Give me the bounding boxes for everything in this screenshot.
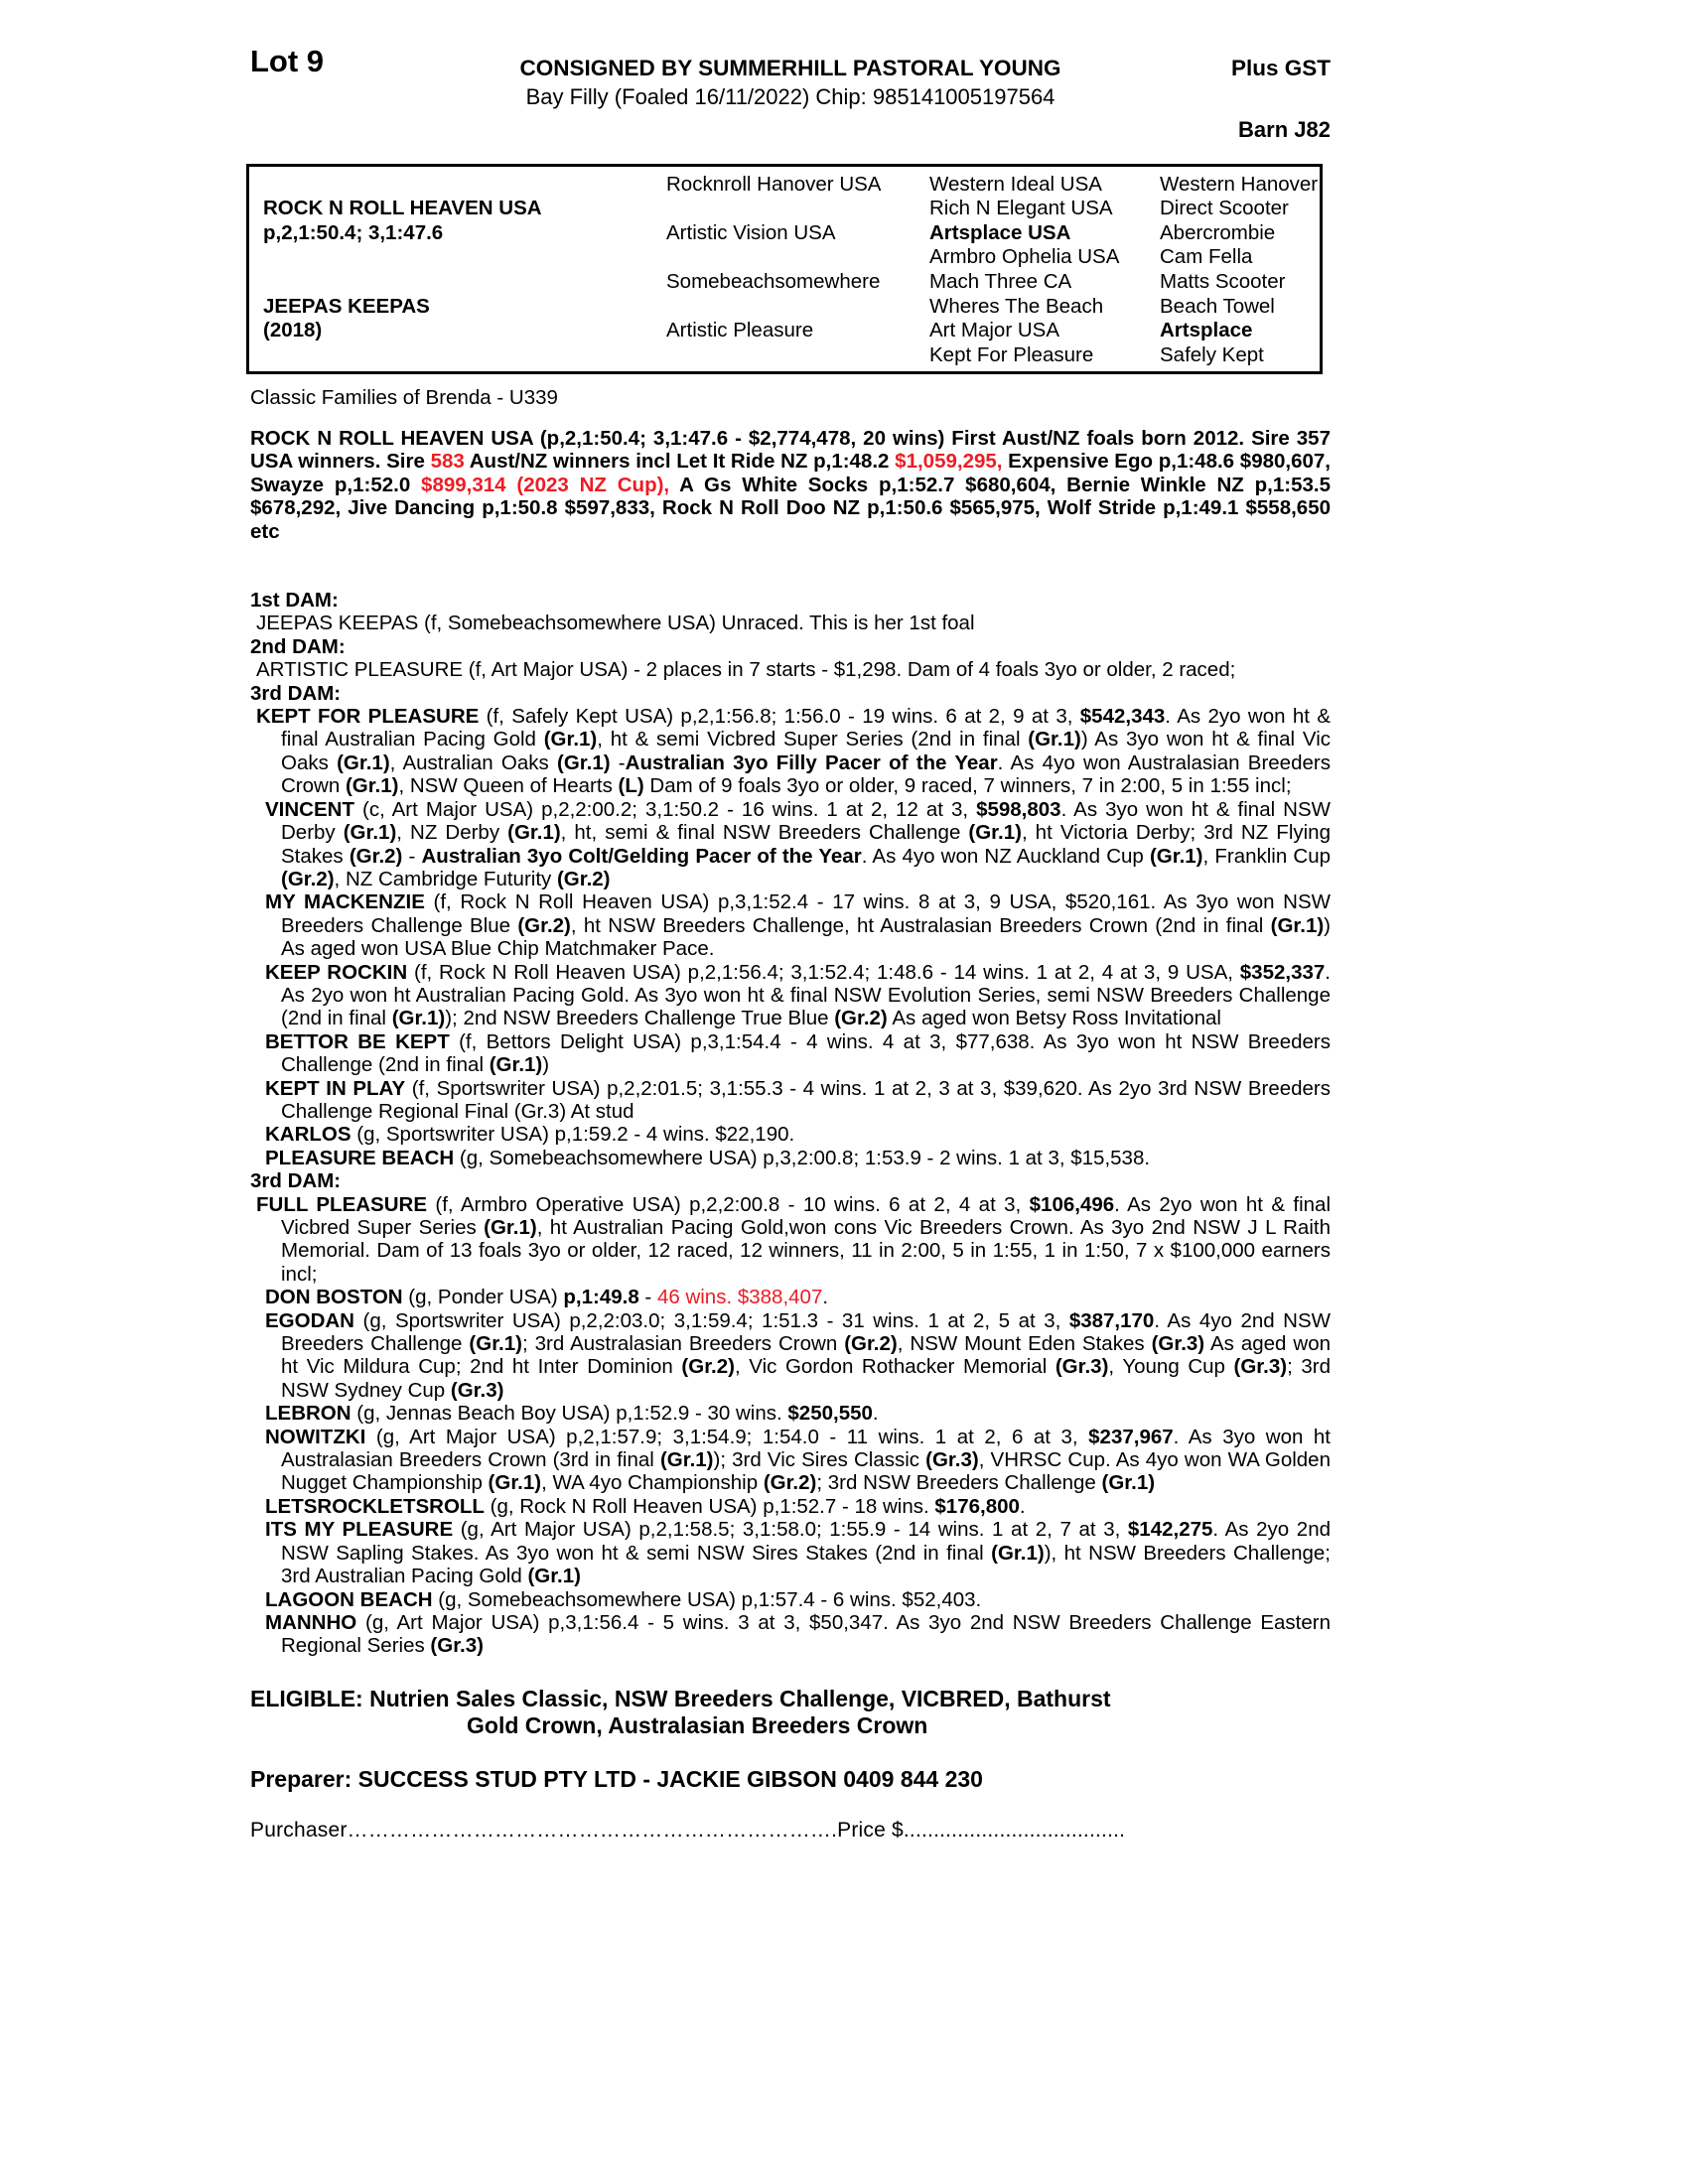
sire-paragraph: ROCK N ROLL HEAVEN USA (p,2,1:50.4; 3,1:47.6 - $2,774,478, 20 wins) First Aust/NZ foals born 2012. Sire 357 USA winners. Sire 583 Aust/NZ winners incl Let It Ride NZ p,1:48.2 $1,059,295, Expensive Ego p,1:48.6 $980,607, Swayze p,1:52.0 $899,314 (2023 NZ Cup), A Gs White Socks p,1:52.7 $680,604, Bernie Winkle NZ p,1:53.5 $678,292, Jive Dancing p,1:50.8 $597,833, Rock N Roll Doo NZ p,1:50.6 $565,975, Wolf Stride p,1:49.1 $558,650 etc <box>250 427 1331 543</box>
pedigree-box <box>246 164 1323 374</box>
pedigree-cell: Direct Scooter <box>1160 197 1289 220</box>
main-text-column <box>250 427 1331 1843</box>
sire-record: p,2,1:50.4; 3,1:47.6 <box>263 220 444 244</box>
pedigree-entry: KARLOS (g, Sportswriter USA) p,1:59.2 - 4 wins. $22,190. <box>265 1123 795 1147</box>
pedigree-cell: Matts Scooter <box>1160 269 1286 293</box>
pedigree-cell: Western Ideal USA <box>929 172 1102 196</box>
pedigree-entry: BETTOR BE KEPT (f, Bettors Delight USA) p,3,1:54.4 - 4 wins. 4 at 3, $77,638. As 3yo won ht NSW Breeders Challenge (2nd in final (Gr.1)) <box>265 1029 1331 1077</box>
pedigree-cell: Abercrombie <box>1160 220 1276 244</box>
barn-number: Barn J82 <box>1238 117 1331 142</box>
pedigree-entry: VINCENT (c, Art Major USA) p,2,2:00.2; 3,1:50.2 - 16 wins. 1 at 2, 12 at 3, $598,803. As 3yo won ht & final NSW Derby (Gr.1), NZ Derby (Gr.1), ht, semi & final NSW Breeders Challenge (Gr.1), ht Victoria Derby; 3rd NZ Flying Stakes (Gr.2) - Australian 3yo Colt/Gelding Pacer of the Year. As 4yo won NZ Auckland Cup (Gr.1), Franklin Cup (Gr.2), NZ Cambridge Futurity (Gr.2) <box>265 797 1332 890</box>
dam-name: JEEPAS KEEPAS <box>263 294 430 318</box>
sire-name: ROCK N ROLL HEAVEN USA <box>263 197 542 220</box>
purchaser-line: Purchaser…………………………………………………………….Price $..................................... <box>250 1819 1126 1843</box>
dam-sections <box>250 589 1331 1658</box>
pedigree-entry: FULL PLEASURE (f, Armbro Operative USA) p,2,2:00.8 - 10 wins. 6 at 2, 4 at 3, $106,496. As 2yo won ht & final Vicbred Super Series (Gr.1), ht Australian Pacing Gold,won cons Vic Breeders Crown. As 3yo 2nd NSW J L Raith Memorial. Dam of 13 foals 3yo or older, 12 raced, 12 winners, 11 in 2:00, 5 in 1:55, 1 in 1:50, 7 x $100,000 earners incl; <box>256 1192 1332 1286</box>
horse-description: Bay Filly (Foaled 16/11/2022) Chip: 985141005197564 <box>525 84 1055 109</box>
pedigree-entry: KEEP ROCKIN (f, Rock N Roll Heaven USA) p,2,1:56.4; 3,1:52.4; 1:48.6 - 14 wins. 1 at 2, 4 at 3, 9 USA, $352,337. As 2yo won ht Australian Pacing Gold. As 3yo won ht & final NSW Evolution Series, semi NSW Breeders Challenge (2nd in final (Gr.1)); 2nd NSW Breeders Challenge True Blue (Gr.2) As aged won Betsy Ross Invitational <box>265 960 1331 1030</box>
pedigree-cell: Cam Fella <box>1160 245 1253 269</box>
pedigree-entry: ITS MY PLEASURE (g, Art Major USA) p,2,1:58.5; 3,1:58.0; 1:55.9 - 14 wins. 1 at 2, 7 at 3, $142,275. As 2yo 2nd NSW Sapling Stakes. As 3yo won ht & semi NSW Sires Stakes (2nd in final (Gr.1)), ht NSW Breeders Challenge; 3rd Australian Pacing Gold (Gr.1) <box>265 1518 1331 1588</box>
pedigree-entry: KEPT IN PLAY (f, Sportswriter USA) p,2,2:01.5; 3,1:55.3 - 4 wins. 1 at 2, 3 at 3, $39,620. As 2yo 3rd NSW Breeders Challenge Regional Final (Gr.3) At stud <box>265 1076 1331 1123</box>
dam-label: 1st DAM: <box>250 589 339 613</box>
pedigree-entry: EGODAN (g, Sportswriter USA) p,2,2:03.0; 3,1:59.4; 1:51.3 - 31 wins. 1 at 2, 5 at 3, $387,170. As 4yo 2nd NSW Breeders Challenge (Gr.1); 3rd Australasian Breeders Crown (Gr.2), NSW Mount Eden Stakes (Gr.3) As aged won ht Vic Mildura Cup; 2nd ht Inter Dominion (Gr.2), Vic Gordon Rothacker Memorial (Gr.3), Young Cup (Gr.3); 3rd NSW Sydney Cup (Gr.3) <box>265 1308 1331 1402</box>
pedigree-cell: Mach Three CA <box>929 269 1072 293</box>
pedigree-cell: Artsplace USA <box>929 220 1071 244</box>
dam-label: 2nd DAM: <box>250 634 346 658</box>
pedigree-entry: MY MACKENZIE (f, Rock N Roll Heaven USA) p,3,1:52.4 - 17 wins. 8 at 3, 9 USA, $520,161. As 3yo won NSW Breeders Challenge Blue (Gr.2), ht NSW Breeders Challenge, ht Australasian Breeders Crown (2nd in final (Gr.1)) As aged won USA Blue Chip Matchmaker Pace. <box>265 890 1331 961</box>
pedigree-cell: Wheres The Beach <box>929 294 1104 318</box>
pedigree-entry: PLEASURE BEACH (g, Somebeachsomewhere USA) p,3,2:00.8; 1:53.9 - 2 wins. 1 at 3, $15,538. <box>265 1146 1151 1169</box>
pedigree-entry: MANNHO (g, Art Major USA) p,3,1:56.4 - 5 wins. 3 at 3, $50,347. As 3yo 2nd NSW Breeders Challenge Eastern Regional Series (Gr.3) <box>265 1610 1331 1658</box>
pedigree-cell: Rocknroll Hanover USA <box>666 172 882 196</box>
pedigree-cell: Rich N Elegant USA <box>929 197 1113 220</box>
dam-record: (2018) <box>263 319 323 342</box>
dam-label: 3rd DAM: <box>250 681 342 705</box>
eligible-line2: Gold Crown, Australasian Breeders Crown <box>467 1712 928 1739</box>
pedigree-entry: ARTISTIC PLEASURE (f, Art Major USA) - 2 places in 7 starts - $1,298. Dam of 4 foals 3yo or older, 2 raced; <box>256 658 1236 682</box>
pedigree-entry: LETSROCKLETSROLL (g, Rock N Roll Heaven USA) p,1:52.7 - 18 wins. $176,800. <box>265 1494 1026 1518</box>
pedigree-cell: Artsplace <box>1160 319 1253 342</box>
pedigree-cell: Beach Towel <box>1160 294 1275 318</box>
consignor-title: CONSIGNED BY SUMMERHILL PASTORAL YOUNG <box>519 56 1061 80</box>
pedigree-cell: Kept For Pleasure <box>929 342 1094 366</box>
pedigree-cell: Somebeachsomewhere <box>666 269 881 293</box>
eligible-block <box>250 1686 1331 1740</box>
pedigree-entry: NOWITZKI (g, Art Major USA) p,2,1:57.9; 3,1:54.9; 1:54.0 - 11 wins. 1 at 2, 6 at 3, $237,967. As 3yo won ht Australasian Breeders Crown (3rd in final (Gr.1)); 3rd Vic Sires Classic (Gr.3), VHRSC Cup. As 4yo won WA Golden Nugget Championship (Gr.1), WA 4yo Championship (Gr.2); 3rd NSW Breeders Challenge (Gr.1) <box>265 1425 1331 1495</box>
pedigree-entry: KEPT FOR PLEASURE (f, Safely Kept USA) p,2,1:56.8; 1:56.0 - 19 wins. 6 at 2, 9 at 3, $542,343. As 2yo won ht & final Australian Pacing Gold (Gr.1), ht & semi Vicbred Super Series (2nd in final (Gr.1)) As 3yo won ht & final Vic Oaks (Gr.1), Australian Oaks (Gr.1) -Australian 3yo Filly Pacer of the Year. As 4yo won Australasian Breeders Crown (Gr.1), NSW Queen of Hearts (L) Dam of 9 foals 3yo or older, 9 raced, 7 winners, 7 in 2:00, 5 in 1:55 incl; <box>256 705 1332 798</box>
eligible-line1: ELIGIBLE: Nutrien Sales Classic, NSW Breeders Challenge, VICBRED, Bathurst <box>250 1685 1111 1711</box>
pedigree-cell: Artistic Pleasure <box>666 319 814 342</box>
plus-gst-label: Plus GST <box>1230 56 1331 80</box>
pedigree-cell: Western Hanover <box>1160 172 1319 196</box>
pedigree-entry: JEEPAS KEEPAS (f, Somebeachsomewhere USA) Unraced. This is her 1st foal <box>256 612 975 635</box>
lot-number: Lot 9 <box>250 44 325 78</box>
pedigree-entry: LAGOON BEACH (g, Somebeachsomewhere USA) p,1:57.4 - 6 wins. $52,403. <box>265 1587 982 1611</box>
pedigree-cell: Artistic Vision USA <box>666 220 836 244</box>
preparer-line: Preparer: SUCCESS STUD PTY LTD - JACKIE GIBSON 0409 844 230 <box>250 1765 983 1792</box>
pedigree-entry: DON BOSTON (g, Ponder USA) p,1:49.8 - 46 wins. $388,407. <box>265 1286 829 1309</box>
dam-label: 3rd DAM: <box>250 1169 342 1193</box>
pedigree-cell: Safely Kept <box>1160 342 1264 366</box>
pedigree-cell: Art Major USA <box>929 319 1059 342</box>
pedigree-cell: Armbro Ophelia USA <box>929 245 1120 269</box>
family-note: Classic Families of Brenda - U339 <box>250 386 558 409</box>
pedigree-entry: LEBRON (g, Jennas Beach Boy USA) p,1:52.9 - 30 wins. $250,550. <box>265 1402 879 1426</box>
